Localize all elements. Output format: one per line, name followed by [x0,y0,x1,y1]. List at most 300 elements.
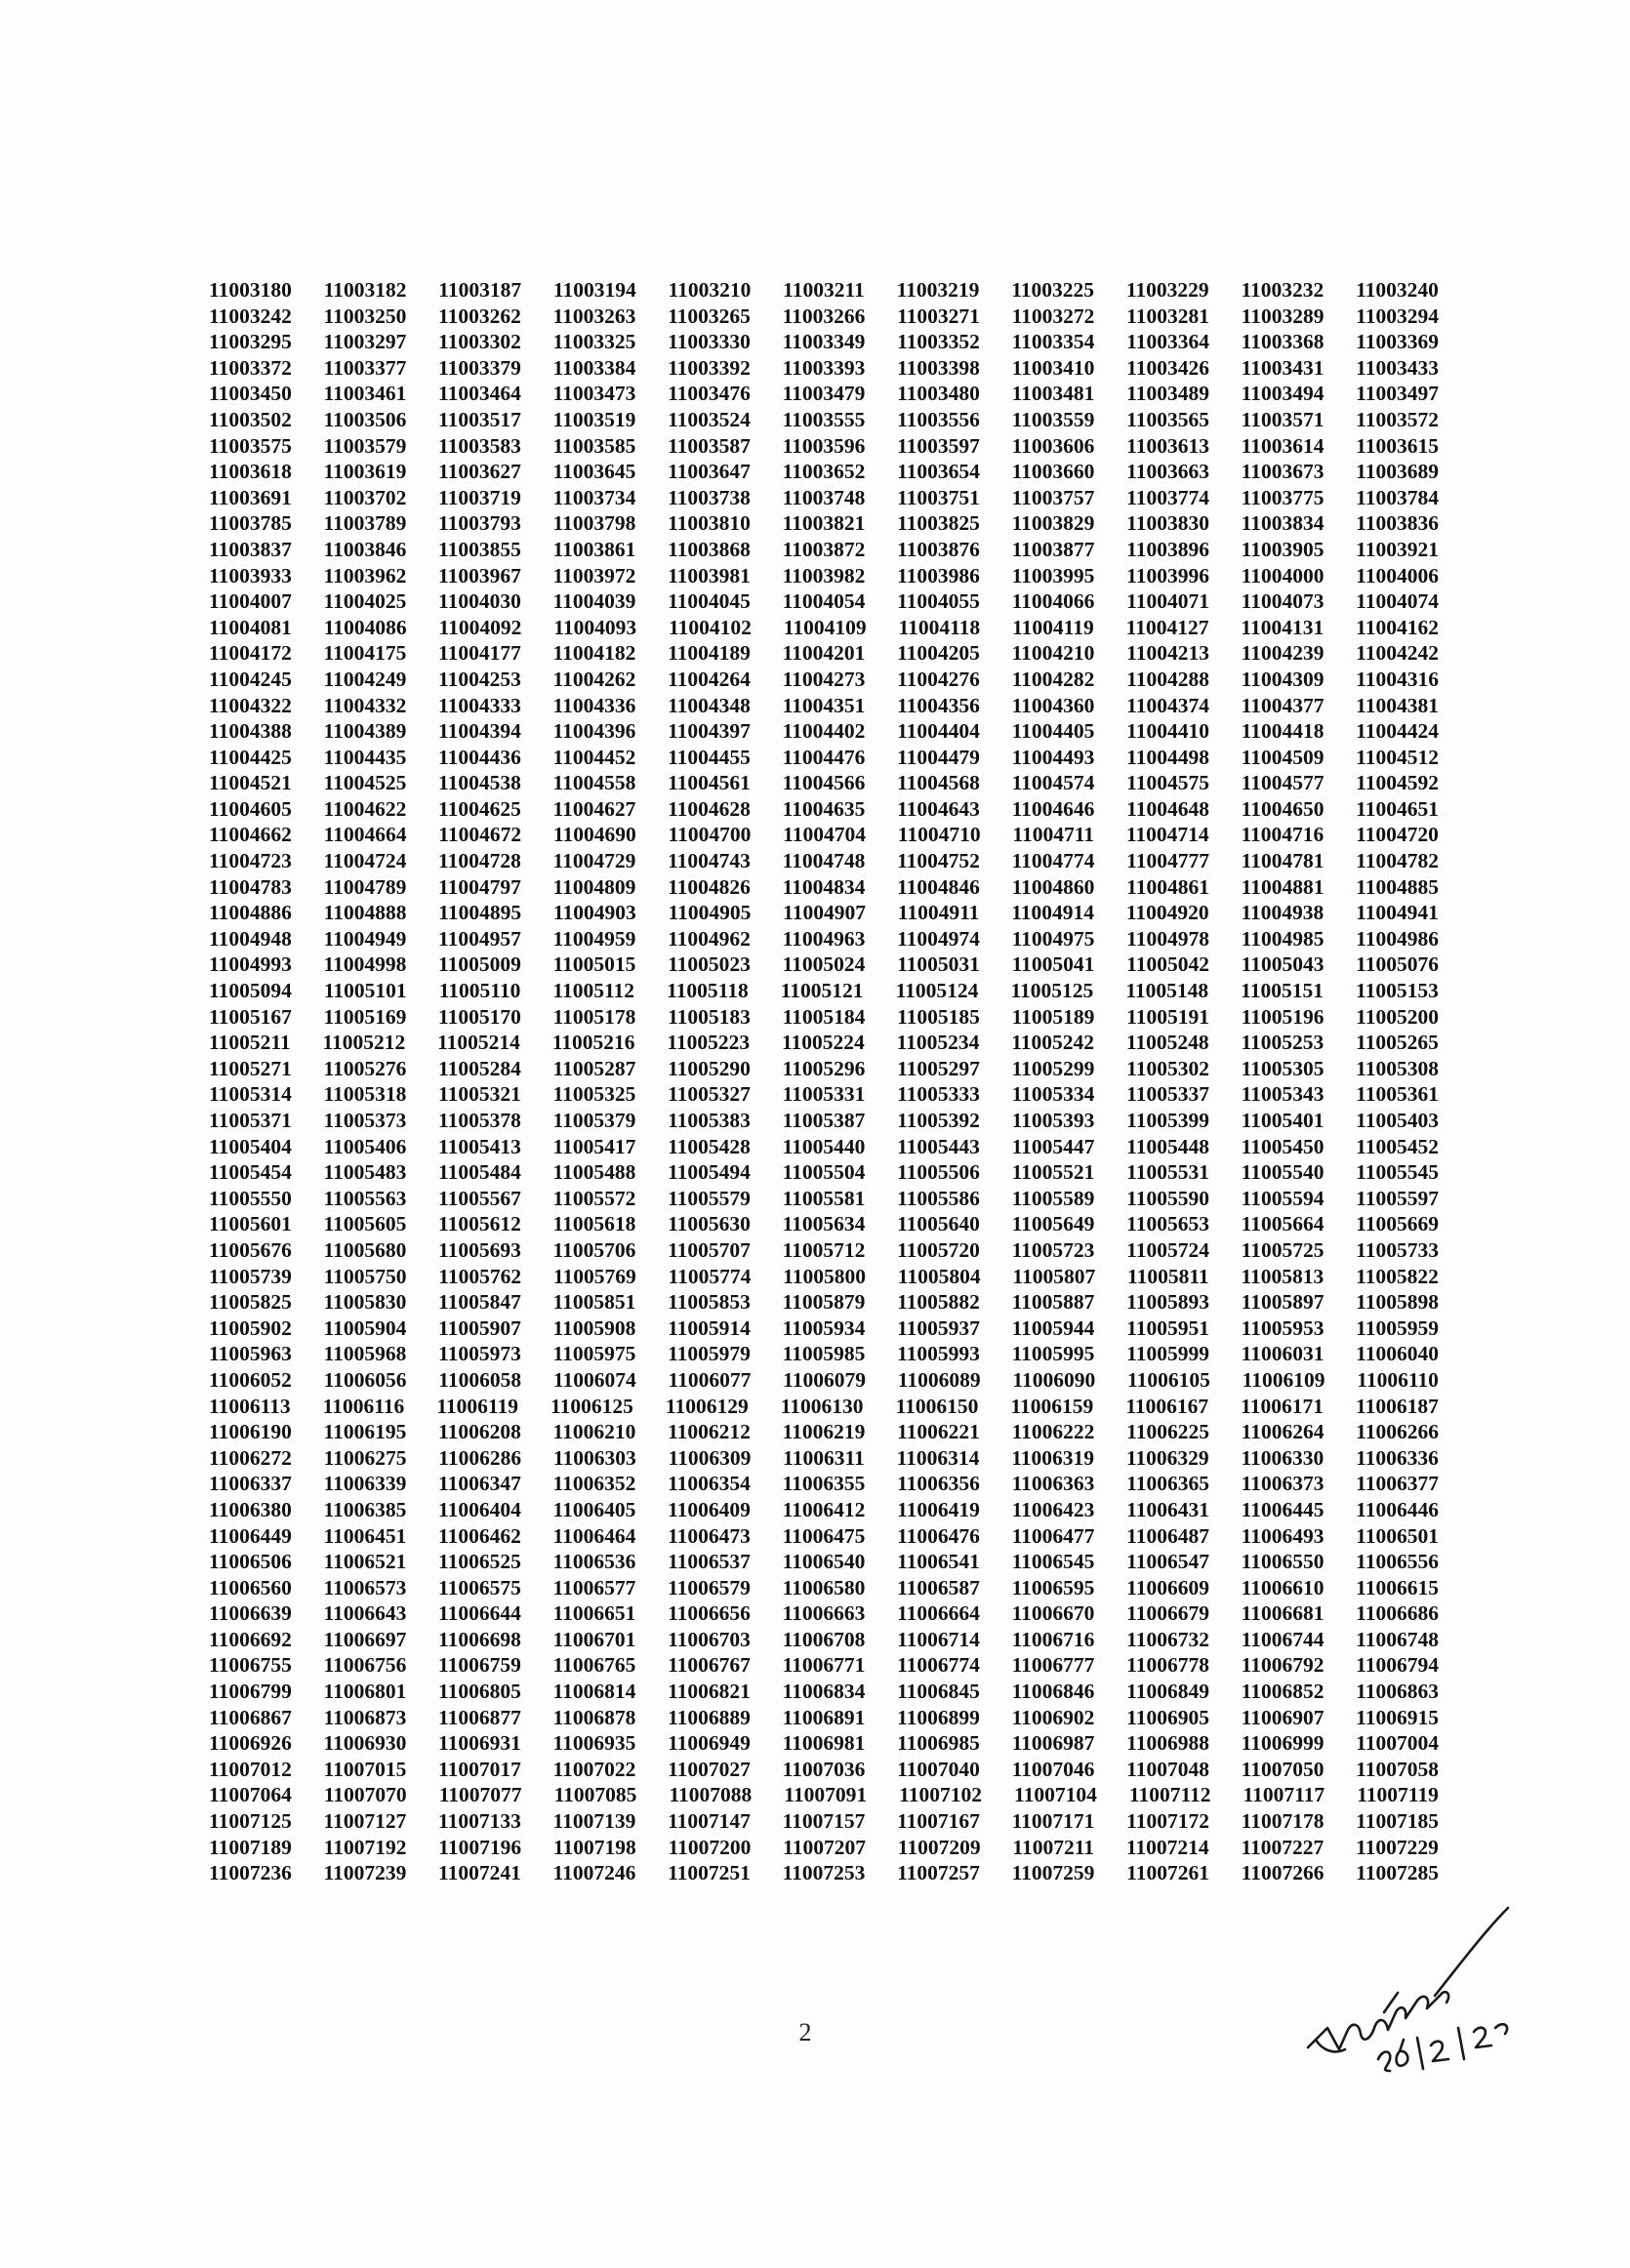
roll-number: 11004436 [438,745,521,769]
roll-number: 11004938 [1241,901,1324,925]
roll-number: 11004435 [323,745,407,769]
roll-number: 11006575 [438,1575,521,1600]
roll-number: 11004521 [209,771,292,795]
roll-number: 11007209 [897,1835,981,1859]
roll-number: 11003556 [897,407,980,431]
roll-number: 11003615 [1356,433,1439,458]
roll-number: 11006477 [1011,1523,1095,1548]
roll-number: 11006210 [552,1420,636,1444]
roll-number: 11007207 [783,1835,866,1859]
roll-number: 11004748 [782,849,866,873]
roll-number: 11005762 [438,1264,522,1288]
roll-number: 11003855 [438,537,521,561]
roll-number: 11005318 [323,1082,407,1107]
roll-number: 11006354 [668,1472,751,1496]
roll-number: 11006930 [323,1731,407,1756]
roll-number: 11003262 [438,304,521,328]
roll-number: 11005153 [1356,979,1439,1003]
roll-number: 11004071 [1126,589,1209,614]
roll-number: 11006744 [1241,1627,1324,1651]
roll-number: 11003349 [782,330,866,354]
roll-number: 11004377 [1241,693,1324,717]
roll-number: 11005488 [552,1160,636,1185]
roll-number: 11006221 [897,1420,980,1444]
roll-number: 11006501 [1356,1523,1439,1548]
roll-number: 11003798 [552,511,636,536]
roll-number: 11007285 [1356,1861,1439,1885]
roll-number: 11003995 [1011,563,1095,587]
roll-number: 11004509 [1241,745,1324,769]
roll-number: 11006337 [209,1472,292,1496]
roll-number: 11005212 [322,1031,406,1055]
roll-number: 11004622 [323,796,407,821]
roll-number: 11006446 [1356,1497,1439,1521]
roll-number: 11005676 [209,1237,292,1262]
roll-number-row [209,1211,1439,1237]
roll-number: 11006931 [438,1731,521,1756]
roll-number: 11004993 [209,952,292,977]
roll-number: 11003187 [438,278,522,302]
roll-number: 11003450 [209,382,292,406]
roll-number: 11007200 [668,1835,752,1859]
roll-number: 11006541 [897,1550,980,1574]
roll-number: 11005847 [438,1290,521,1315]
roll-number-row [209,1652,1439,1679]
roll-number: 11003596 [782,433,866,458]
roll-number: 11006935 [552,1731,636,1756]
roll-number: 11003836 [1356,511,1439,536]
roll-number: 11006949 [668,1731,751,1756]
roll-number: 11006089 [897,1367,981,1392]
roll-number: 11006314 [896,1445,980,1470]
roll-number-row [209,1419,1439,1445]
roll-number: 11006821 [668,1680,751,1704]
roll-number: 11005299 [1011,1056,1095,1080]
roll-number: 11006732 [1126,1627,1209,1651]
roll-number: 11003571 [1241,407,1324,431]
roll-number: 11005973 [438,1342,521,1366]
roll-number: 11006190 [209,1420,292,1444]
roll-number: 11005184 [782,1004,866,1029]
roll-number: 11005999 [1126,1342,1209,1366]
roll-number: 11004974 [897,926,980,951]
roll-number: 11004605 [209,796,292,821]
roll-number: 11007167 [897,1809,980,1834]
roll-number: 11006077 [668,1367,752,1392]
roll-number: 11003229 [1125,278,1209,302]
roll-number: 11003702 [323,485,407,509]
roll-number: 11005653 [1126,1212,1209,1236]
roll-number: 11005393 [1011,1109,1095,1132]
roll-number: 11006610 [1241,1575,1324,1600]
roll-number: 11007178 [1241,1809,1324,1834]
roll-number: 11006755 [209,1653,292,1678]
roll-number-row [209,1081,1439,1108]
roll-number: 11004743 [668,849,751,873]
roll-number: 11007027 [668,1757,751,1781]
roll-number: 11004418 [1241,719,1324,744]
roll-number: 11006714 [897,1627,980,1651]
roll-number: 11003519 [552,407,636,431]
roll-number: 11003757 [1011,485,1095,509]
roll-number: 11007127 [323,1809,407,1834]
roll-number: 11004205 [897,641,980,666]
roll-number: 11004118 [898,615,981,639]
roll-number: 11007048 [1126,1757,1209,1781]
roll-number: 11004175 [323,641,407,666]
roll-number: 11006902 [1011,1705,1095,1729]
roll-number: 11006058 [438,1367,522,1392]
roll-number: 11006352 [552,1472,636,1496]
roll-number-row [209,822,1439,848]
roll-number: 11004957 [438,926,521,951]
roll-number: 11006487 [1126,1523,1209,1548]
roll-number: 11007189 [209,1835,292,1859]
roll-number: 11004081 [209,615,292,639]
roll-number: 11007171 [1011,1809,1095,1834]
roll-number: 11005042 [1126,952,1209,977]
roll-number: 11007088 [669,1783,753,1807]
roll-number: 11004538 [438,771,521,795]
roll-number: 11005706 [552,1237,636,1262]
roll-number: 11005327 [668,1082,751,1107]
roll-number: 11003392 [668,355,751,380]
roll-number: 11004651 [1356,796,1439,821]
roll-number: 11006105 [1127,1367,1210,1392]
roll-number: 11003645 [552,460,636,484]
roll-number: 11006670 [1011,1601,1095,1626]
roll-number: 11005851 [552,1290,636,1315]
roll-number: 11006615 [1356,1575,1439,1600]
roll-number: 11006056 [323,1367,407,1392]
roll-number: 11007157 [782,1809,866,1834]
roll-number: 11005334 [1011,1082,1095,1107]
roll-number: 11006377 [1356,1472,1439,1496]
roll-number: 11004498 [1126,745,1209,769]
roll-number: 11003330 [668,330,751,354]
roll-number: 11006423 [1011,1497,1095,1521]
roll-number: 11003868 [668,537,751,561]
roll-number: 11004826 [668,874,751,899]
roll-number: 11005440 [782,1134,866,1158]
roll-number: 11005234 [896,1031,980,1055]
roll-number: 11006716 [1011,1627,1095,1651]
roll-number: 11006778 [1126,1653,1209,1678]
roll-number-row [209,1600,1439,1627]
roll-number: 11005483 [323,1160,407,1185]
roll-number: 11005830 [323,1290,407,1315]
roll-number: 11003384 [552,355,636,380]
roll-number: 11006873 [323,1705,407,1729]
roll-number: 11005664 [1241,1212,1324,1236]
roll-number: 11003426 [1126,355,1209,380]
roll-number: 11004781 [1241,849,1324,873]
roll-number: 11003431 [1241,355,1324,380]
roll-number: 11006698 [438,1627,521,1651]
roll-number: 11003210 [668,278,752,302]
roll-number: 11005649 [1011,1212,1095,1236]
roll-number: 11007236 [209,1861,292,1885]
roll-number: 11004092 [438,615,522,639]
roll-number: 11006074 [552,1367,636,1392]
roll-number: 11004282 [1011,667,1095,691]
roll-number: 11003480 [897,382,980,406]
roll-number: 11004782 [1356,849,1439,873]
roll-number: 11006286 [438,1445,522,1470]
roll-number: 11006449 [209,1523,292,1548]
roll-number: 11003575 [209,433,292,458]
roll-number: 11003266 [782,304,866,328]
roll-number: 11005937 [897,1316,980,1340]
roll-number: 11006550 [1241,1550,1324,1574]
roll-number: 11005882 [897,1290,980,1315]
roll-number: 11005196 [1241,1004,1324,1029]
roll-number: 11004905 [668,901,752,925]
roll-number: 11007257 [897,1861,980,1885]
roll-number: 11006701 [552,1627,636,1651]
roll-number: 11005399 [1126,1109,1209,1132]
roll-number-row [209,433,1439,460]
roll-number: 11006905 [1126,1705,1209,1729]
roll-number: 11006547 [1126,1550,1209,1574]
roll-number: 11005739 [209,1264,292,1288]
roll-number: 11005387 [782,1109,866,1132]
roll-number: 11004410 [1126,719,1209,744]
roll-number: 11005417 [552,1134,636,1158]
roll-number: 11006656 [668,1601,751,1626]
roll-number: 11003986 [897,563,980,587]
roll-number: 11006521 [323,1550,407,1574]
roll-number: 11003962 [323,563,407,587]
roll-number: 11006536 [552,1550,636,1574]
roll-number: 11004007 [209,589,292,614]
roll-number: 11003497 [1356,382,1439,406]
roll-number: 11007196 [438,1835,522,1859]
roll-number: 11006445 [1241,1497,1324,1521]
roll-number: 11007185 [1356,1809,1439,1834]
roll-number: 11006573 [323,1575,407,1600]
roll-number: 11004210 [1011,641,1095,666]
roll-number: 11006475 [782,1523,866,1548]
roll-number: 11004025 [323,589,407,614]
roll-number: 11005893 [1126,1290,1209,1315]
roll-number: 11004525 [323,771,407,795]
roll-number: 11006981 [782,1731,866,1756]
roll-number-row [209,1004,1439,1031]
roll-number: 11006639 [209,1601,292,1626]
roll-number: 11004575 [1126,771,1209,795]
roll-number: 11004189 [668,641,751,666]
roll-number: 11006651 [552,1601,636,1626]
roll-number: 11006985 [897,1731,980,1756]
roll-number: 11004039 [552,589,636,614]
roll-number: 11003673 [1241,460,1324,484]
roll-number: 11003613 [1126,433,1209,458]
roll-number: 11004074 [1356,589,1439,614]
roll-number: 11004650 [1241,796,1324,821]
roll-number: 11006767 [668,1653,751,1678]
roll-number: 11006987 [1011,1731,1095,1756]
roll-number: 11006462 [438,1523,521,1548]
roll-number-row [209,1705,1439,1731]
roll-number: 11004797 [438,874,521,899]
page-number: 2 [798,2018,812,2046]
roll-number: 11004672 [438,823,522,847]
roll-number: 11003265 [668,304,751,328]
roll-number: 11006759 [438,1653,521,1678]
roll-number: 11004389 [323,719,407,744]
roll-number: 11003302 [438,330,521,354]
roll-number-row [209,459,1439,485]
roll-number: 11006365 [1126,1472,1209,1496]
roll-number: 11006663 [782,1601,866,1626]
roll-number-row [209,640,1439,667]
roll-number: 11004273 [782,667,866,691]
roll-number-row [209,1186,1439,1212]
roll-number: 11003614 [1241,433,1324,458]
roll-number: 11003377 [323,355,407,380]
roll-number: 11005521 [1011,1160,1095,1185]
roll-number: 11005333 [897,1082,980,1107]
roll-number: 11004356 [897,693,980,717]
roll-number: 11007102 [899,1783,982,1807]
roll-number-row [209,1679,1439,1705]
roll-number: 11007259 [1011,1861,1095,1885]
roll-number: 11004397 [668,719,751,744]
roll-number: 11005287 [552,1056,636,1080]
roll-number: 11004006 [1356,563,1439,587]
roll-number: 11005404 [209,1134,292,1158]
roll-number: 11003652 [782,460,866,484]
roll-number: 11004941 [1356,901,1439,925]
roll-number: 11006556 [1356,1550,1439,1574]
roll-number: 11003877 [1011,537,1095,561]
roll-number-row [209,667,1439,693]
roll-number: 11006801 [323,1680,407,1704]
roll-number: 11004861 [1126,874,1209,899]
roll-number: 11005579 [668,1186,751,1210]
roll-number: 11005242 [1011,1031,1095,1055]
roll-number: 11007012 [209,1757,292,1781]
roll-number: 11005506 [897,1160,980,1185]
roll-number: 11007085 [553,1783,637,1807]
roll-number: 11004262 [552,667,636,691]
roll-number: 11006409 [668,1497,751,1521]
roll-number: 11005979 [668,1342,751,1366]
roll-number: 11007133 [438,1809,521,1834]
roll-number: 11004809 [552,874,636,899]
roll-number: 11003271 [897,304,980,328]
roll-number: 11007050 [1241,1757,1324,1781]
roll-number: 11006167 [1125,1394,1209,1418]
roll-number: 11004888 [323,901,407,925]
roll-number: 11004975 [1011,926,1095,951]
roll-number: 11003325 [552,330,636,354]
roll-number: 11006329 [1125,1445,1209,1470]
roll-number: 11004860 [1011,874,1095,899]
roll-number-row [209,1289,1439,1316]
roll-number: 11006609 [1126,1575,1209,1600]
roll-number: 11005043 [1241,952,1324,977]
roll-number: 11006774 [897,1653,980,1678]
roll-number: 11005101 [323,979,407,1003]
roll-number: 11005118 [667,979,749,1003]
roll-number: 11005630 [668,1212,751,1236]
roll-number-row [209,770,1439,796]
roll-number: 11005223 [667,1031,751,1055]
roll-number: 11006109 [1242,1367,1325,1392]
roll-number: 11004628 [668,796,751,821]
roll-number: 11003182 [323,278,407,302]
roll-number: 11005125 [1010,979,1094,1003]
roll-number: 11004264 [668,667,751,691]
roll-number: 11005680 [323,1237,407,1262]
roll-number: 11004752 [897,849,980,873]
roll-number: 11005605 [323,1212,407,1236]
roll-number: 11005504 [782,1160,866,1185]
roll-number: 11006412 [782,1497,866,1521]
roll-number: 11004662 [209,823,292,847]
roll-number: 11004720 [1356,823,1439,847]
roll-number: 11006595 [1011,1575,1095,1600]
roll-number: 11006852 [1241,1680,1324,1704]
roll-number: 11006999 [1241,1731,1324,1756]
roll-number: 11006863 [1356,1680,1439,1704]
roll-number: 11003663 [1126,460,1209,484]
roll-number: 11005454 [209,1160,292,1185]
roll-number: 11005031 [897,952,980,977]
roll-number: 11004885 [1356,874,1439,899]
roll-number: 11004949 [323,926,407,951]
roll-number: 11004054 [782,589,866,614]
roll-number: 11003289 [1241,304,1324,328]
roll-number: 11004131 [1241,615,1324,639]
roll-number: 11004394 [438,719,521,744]
roll-number: 11003232 [1241,278,1324,302]
roll-number: 11004566 [782,771,866,795]
roll-number: 11004728 [438,849,521,873]
roll-number-row [209,1549,1439,1575]
roll-number: 11007077 [438,1783,522,1807]
roll-number: 11005975 [552,1342,636,1366]
roll-number: 11006187 [1356,1394,1439,1418]
roll-number: 11005951 [1126,1316,1209,1340]
roll-number: 11004316 [1356,667,1439,691]
roll-number-row [209,381,1439,407]
roll-number: 11003647 [668,460,751,484]
roll-number: 11005248 [1125,1031,1209,1055]
roll-number: 11005211 [209,1031,291,1055]
roll-number: 11004907 [783,901,866,925]
roll-number: 11006756 [323,1653,407,1678]
roll-number: 11003597 [897,433,980,458]
roll-number-row [209,304,1439,330]
roll-number: 11005944 [1011,1316,1095,1340]
roll-number-row [209,1264,1439,1290]
roll-number: 11005589 [1011,1186,1095,1210]
roll-number: 11004336 [552,693,636,717]
roll-number: 11006686 [1356,1601,1439,1626]
roll-number: 11003263 [552,304,636,328]
roll-number: 11005214 [437,1031,520,1055]
roll-number: 11004452 [552,745,636,769]
roll-number: 11006540 [782,1550,866,1574]
roll-number: 11006272 [209,1445,292,1470]
roll-number: 11006031 [1241,1342,1324,1366]
roll-number: 11006988 [1126,1731,1209,1756]
roll-number: 11006212 [668,1420,751,1444]
roll-number: 11003461 [323,382,407,406]
